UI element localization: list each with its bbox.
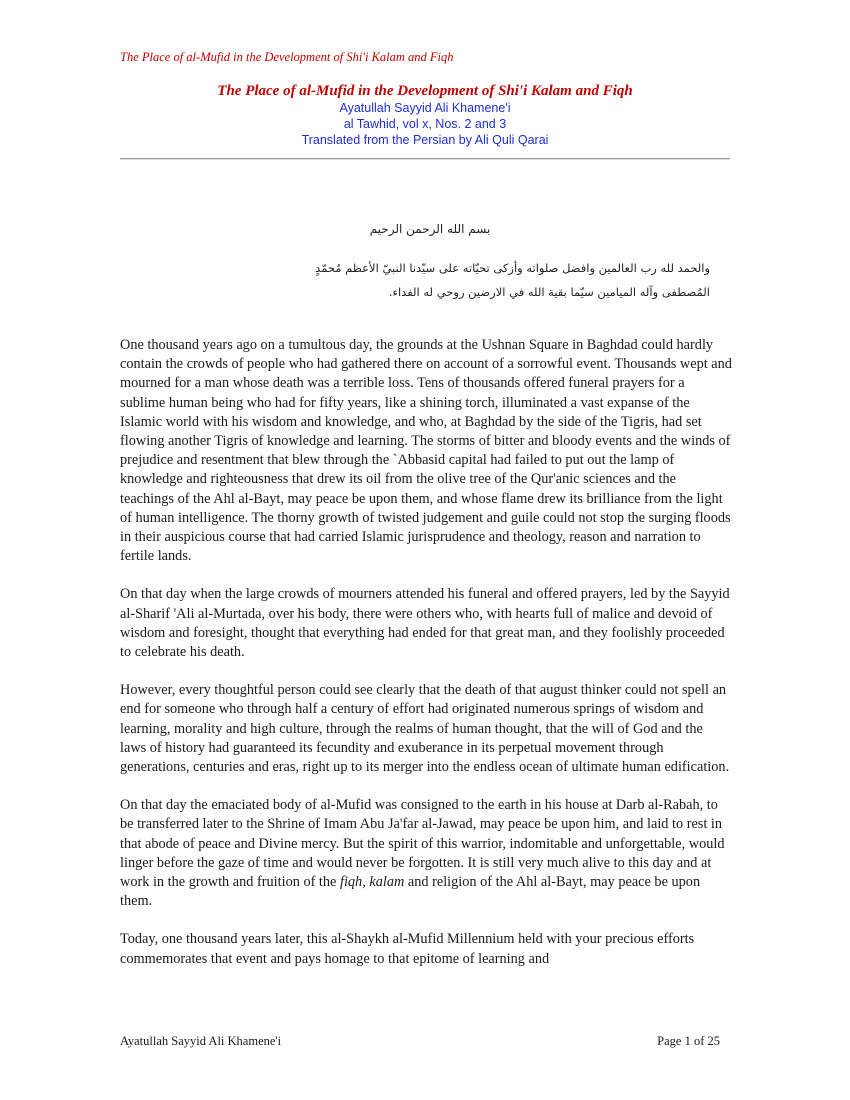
paragraph-5: Today, one thousand years later, this al-Shaykh al-Mufid Millennium held with your precious efforts commemorates that event and pays homage to that epitome of learning and (120, 931, 695, 967)
arabic-line-1: والحمد لله رب العالمين وافضل صلواته وأزكى تحيّاته على سيّدنا النبيّ الأعظم مُحمّدٍ (315, 261, 710, 275)
header-divider (120, 158, 730, 160)
body-text (120, 336, 732, 988)
source-line: al Tawhid, vol x, Nos. 2 and 3 (343, 117, 507, 131)
author-line: Ayatullah Sayyid Ali Khamene'i (339, 101, 511, 115)
paragraph-4-text-b: and religion of the Ahl al-Bayt, may peace be upon them. (120, 874, 701, 910)
running-footer (120, 1034, 720, 1049)
basmala: بسم الله الرحمن الرحيم (369, 222, 491, 236)
translator-line: Translated from the Persian by Ali Quli Qarai (301, 133, 549, 147)
paragraph-1: One thousand years ago on a tumultous day, the grounds at the Ushnan Square in Baghdad could hardly contain the crowds of people who had gathered there on account of a sorrowful event. Thousands wept and mourned for a man whose death was a terrible loss. Tens of thousands offered funeral prayers for a sublime human being who had for fifty years, like a shining torch, illuminated a vast expanse of the Islamic world with his wisdom and knowledge, and who, at Baghdad by the side of the Tigris, had set flowing another Tigris of knowledge and learning. The storms of bitter and bloody events and the winds of prejudice and resentment that blew through the `Abbasid capital had failed to put out the lamp of knowledge and righteousness that drew its oil from the olive tree of the Qur'anic sciences and the teachings of the Ahl al-Bayt, may peace be upon them, and whose flame drew its brilliance from the light of human intelligence. The thorny growth of twisted judgement and guile could not stop the surging floods in their auspicious course that had carried Islamic jurisprudence and theology, reason and narration to fertile lands. (120, 337, 732, 565)
arabic-line-2: المُصطفى وآله الميامين سيّما بقية الله في الارضين روحي له الفداء. (388, 285, 710, 299)
paragraph-2: On that day when the large crowds of mourners attended his funeral and offered prayers, led by the Sayyid al-Sharif 'Ali al-Murtada, over his body, there were others who, with hearts full of malice and devoid of wisdom and foresight, thought that everything had ended for that great man, and they foolishly proceeded to celebrate his death. (120, 586, 730, 661)
footer-author: Ayatullah Sayyid Ali Khamene'i (120, 1034, 282, 1048)
article-title: The Place of al-Mufid in the Development of Shi'i Kalam and Fiqh (217, 83, 633, 99)
running-header: The Place of al-Mufid in the Development of Shi'i Kalam and Fiqh (120, 50, 454, 64)
paragraph-4-italic: fiqh, kalam (339, 874, 405, 891)
paragraph-3: However, every thoughtful person could see clearly that the death of that august thinker could not spell an end for someone who through half a century of effort had originated numerous springs of wisdom and learning, morality and high culture, through the realms of human thought, that the will of God and the laws of history had guaranteed its fecundity and exuberance in its perpetual movement through generations, centuries and eras, right up to its merger into the endless ocean of ultimate human edification. (120, 682, 730, 776)
title-block (120, 82, 730, 148)
paragraph-4 (120, 796, 732, 911)
paragraph-4-text-a: On that day the emaciated body of al-Mufid was consigned to the earth in his house at Darb al-Rabah, to be transferred later to the Shrine of Imam Abu Ja'far al-Jawad, may peace be upon him, and laid to rest in that abode of peace and Divine mercy. But the spirit of this warrior, indomitable and unforgettable, would linger before the gaze of time and would never be forgotten. It is still very much alive to this day and at work in the growth and fruition of the (120, 797, 725, 891)
arabic-invocation (190, 222, 710, 304)
page-number: Page 1 of 25 (657, 1034, 720, 1048)
